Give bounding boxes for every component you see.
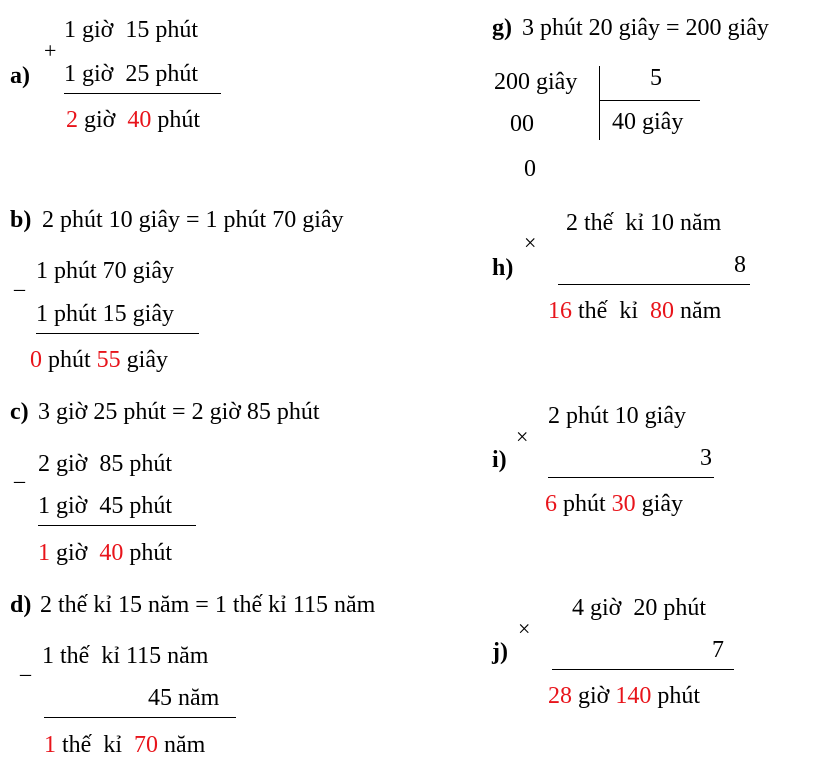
subtrahend: 1 phút 15 giây [36,301,174,327]
result-b [30,348,168,372]
remainder: 0 [524,156,536,182]
result-unit: giờ [572,683,616,709]
times-operator: × [516,424,529,449]
minus-operator: _ [14,268,25,293]
result-number: 0 [30,347,42,373]
multiplier: 7 [712,637,724,663]
subtrahend: 45 năm [148,685,220,711]
result-unit: phút [557,491,612,517]
quotient: 40 giây [612,109,684,135]
multiplicand: 2 thế kỉ 10 năm [566,210,722,236]
result-j [548,684,700,708]
times-operator: × [518,616,531,641]
label-i: i) [492,447,507,473]
sum-line [64,93,221,94]
label-d: d) [10,592,32,618]
dividend: 200 giây [494,69,578,95]
result-i [545,492,683,516]
result-unit: phút [151,107,201,133]
result-unit: giây [120,347,168,373]
multiplicand: 4 giờ 20 phút [572,595,707,621]
addend-1: 1 giờ 15 phút [64,17,199,43]
label-b: b) [10,207,32,233]
result-number: 16 [548,298,572,324]
label-a: a) [10,63,30,89]
subtrahend: 1 giờ 45 phút [38,493,173,519]
minuend: 1 thế kỉ 115 năm [42,643,209,669]
conversion-d: 2 thế kỉ 15 năm = 1 thế kỉ 115 năm [40,592,376,618]
result-number: 70 [134,732,158,758]
multiplier: 3 [700,445,712,471]
minus-operator: _ [20,653,31,678]
result-number: 40 [99,540,124,566]
conversion-c: 3 giờ 25 phút = 2 giờ 85 phút [38,399,320,425]
result-number: 40 [127,107,152,133]
label-j: j) [492,639,508,665]
conversion-g: 3 phút 20 giây = 200 giây [522,15,769,41]
minus-operator: _ [14,460,25,485]
result-d [44,733,205,757]
addend-2: 1 giờ 25 phút [64,61,199,87]
product-line [558,284,750,285]
result-number: 2 [66,107,78,133]
result-number: 55 [96,347,121,373]
result-unit: năm [674,298,722,324]
product-line [548,477,714,478]
division-bar [599,66,600,140]
result-unit: phút [651,683,701,709]
difference-line [44,717,236,718]
result-unit: phút [123,540,173,566]
quotient-line [599,100,700,101]
multiplier: 8 [734,252,746,278]
conversion-b: 2 phút 10 giây = 1 phút 70 giây [42,207,344,233]
result-number: 28 [548,683,572,709]
difference-line [38,525,196,526]
label-c: c) [10,399,29,425]
result-number: 1 [38,540,50,566]
result-number: 140 [615,683,652,709]
difference-line [36,333,199,334]
multiplicand: 2 phút 10 giây [548,403,686,429]
minuend: 2 giờ 85 phút [38,451,173,477]
times-operator: × [524,230,537,255]
result-number: 80 [650,298,674,324]
label-h: h) [492,255,514,281]
result-unit: phút [42,347,97,373]
result-h [548,299,721,323]
result-number: 6 [545,491,557,517]
result-unit: giây [635,491,683,517]
result-unit: giờ [50,540,100,566]
result-c [38,541,172,565]
result-unit: thế kỉ [572,298,650,324]
plus-operator: + [44,38,57,63]
divisor: 5 [650,65,662,91]
product-line [552,669,734,670]
result-unit: năm [158,732,206,758]
result-number: 30 [611,491,636,517]
result-unit: giờ [78,107,128,133]
result-unit: thế kỉ [56,732,134,758]
result-number: 1 [44,732,56,758]
result-a [66,108,200,132]
remainder-step: 00 [510,111,534,137]
minuend: 1 phút 70 giây [36,258,174,284]
label-g: g) [492,15,512,41]
